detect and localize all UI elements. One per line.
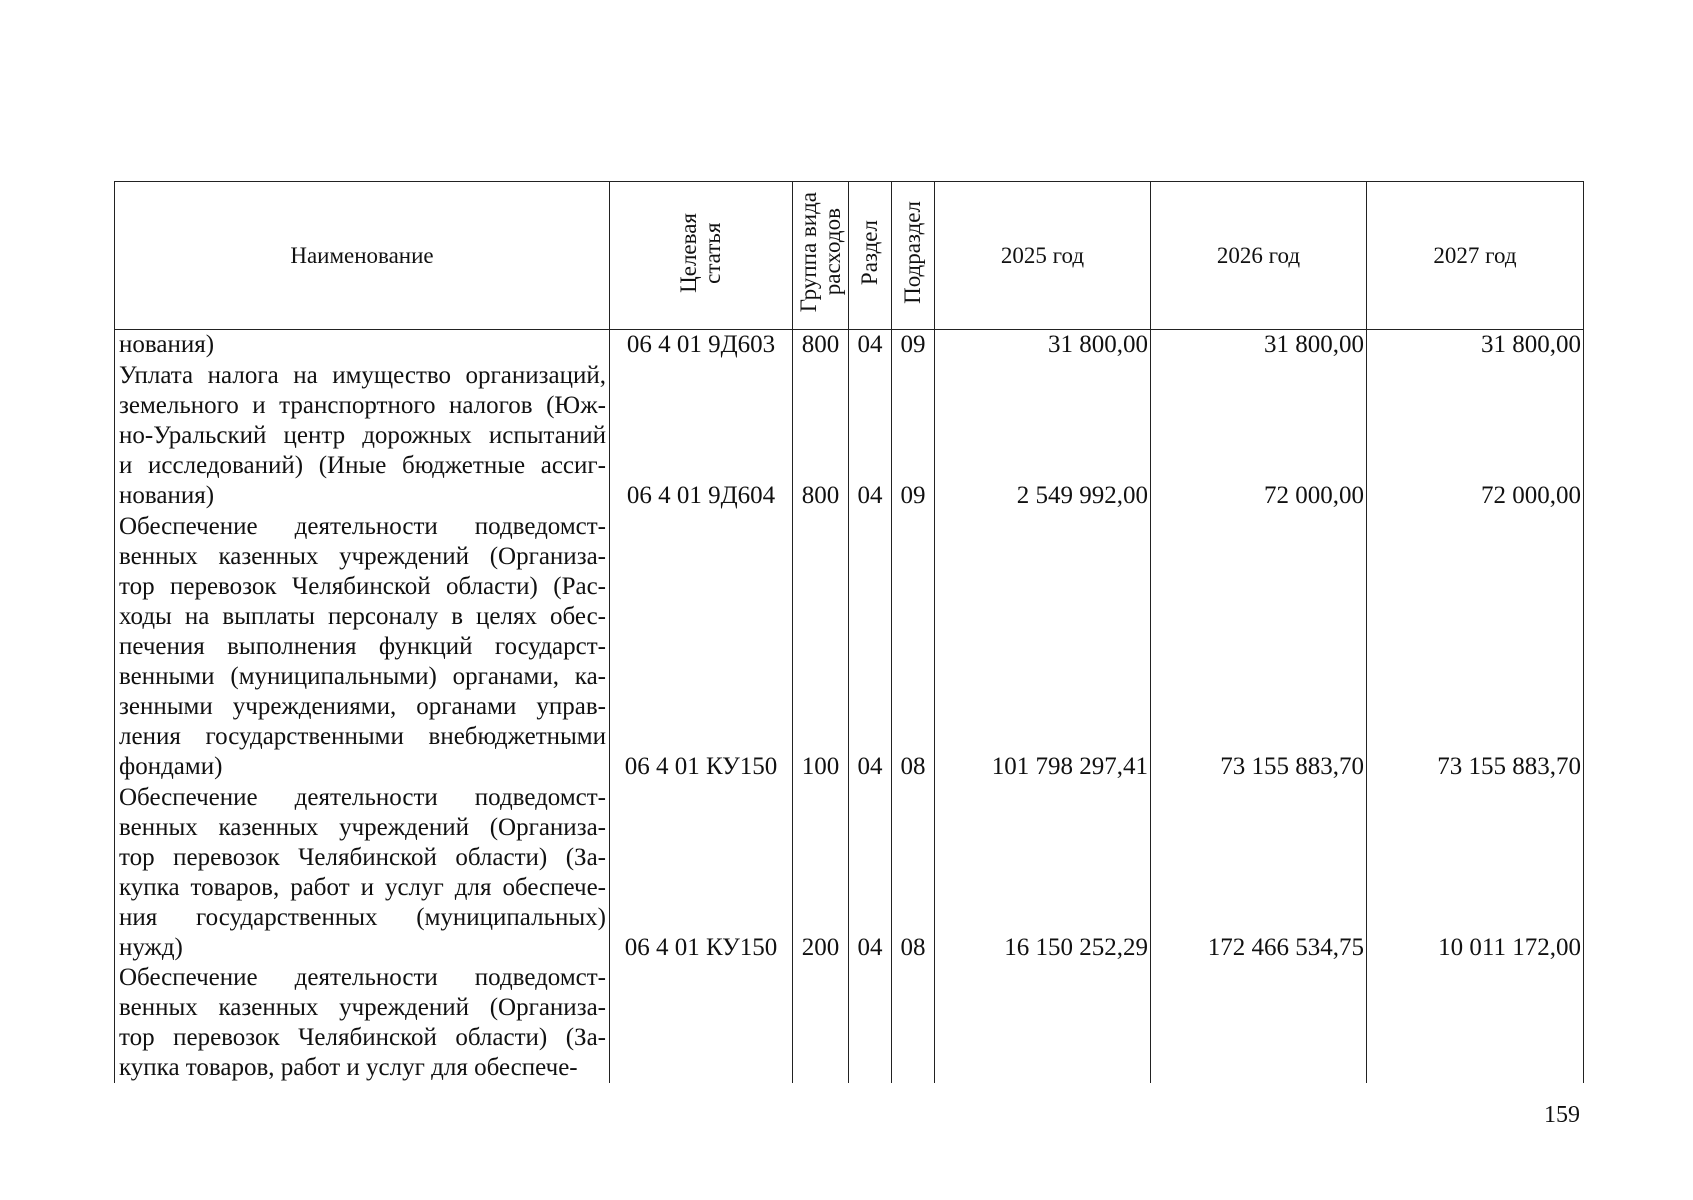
row-target-article-value: 06 4 01 9Д604	[626, 481, 776, 509]
row-name-line: венных казенных учреждений (Организа-	[119, 993, 606, 1021]
row-target-article	[610, 963, 793, 1084]
row-expense-group	[793, 511, 849, 782]
row-section-value: 04	[857, 933, 883, 961]
row-subsection	[892, 330, 935, 361]
row-expense-group-value: 100	[801, 752, 840, 780]
row-subsection-value: 08	[900, 752, 926, 780]
row-expense-group-value: 800	[801, 331, 840, 359]
header-subsection: Подраздел	[892, 182, 935, 330]
row-subsection-value: 09	[900, 481, 926, 509]
row-amount-2026	[1151, 963, 1367, 1084]
row-name-line: нужд)	[119, 933, 183, 961]
row-target-article	[610, 360, 793, 511]
row-name-line: ходы на выплаты персоналу в целях обес-	[119, 602, 606, 630]
row-amount-2027-value: 10 011 172,00	[1438, 933, 1581, 961]
row-target-article-value: 06 4 01 КУ150	[624, 752, 778, 780]
row-expense-group	[793, 330, 849, 361]
row-subsection	[892, 511, 935, 782]
header-target-article: Целевая статья	[610, 182, 793, 330]
row-expense-group	[793, 360, 849, 511]
row-subsection-value: 09	[900, 331, 926, 359]
row-section-value: 04	[857, 752, 883, 780]
table-body	[115, 330, 1584, 1084]
row-amount-2026	[1151, 330, 1367, 361]
row-amount-2025-value: 2 549 992,00	[1016, 481, 1148, 509]
row-section	[849, 360, 892, 511]
row-expense-group	[793, 963, 849, 1084]
row-amount-2025	[935, 330, 1151, 361]
row-name	[115, 330, 610, 361]
row-name	[115, 782, 610, 963]
header-row	[115, 182, 1584, 330]
row-name-line: Обеспечение деятельности подведомст-	[119, 512, 606, 540]
row-name-line: нования)	[119, 481, 215, 509]
row-amount-2027	[1367, 963, 1584, 1084]
row-name-line: земельного и транспортного налогов (Юж-	[119, 391, 606, 419]
table-row	[115, 511, 1584, 782]
row-section	[849, 330, 892, 361]
page-number: 159	[1544, 1102, 1580, 1128]
row-amount-2027-value: 72 000,00	[1481, 481, 1581, 509]
header-name: Наименование	[115, 182, 610, 330]
row-name-line: венными (муниципальными) органами, ка-	[119, 662, 606, 690]
row-section-value: 04	[857, 331, 883, 359]
row-amount-2026	[1151, 360, 1367, 511]
row-expense-group-value: 200	[801, 933, 840, 961]
row-expense-group	[793, 782, 849, 963]
row-name-line: Обеспечение деятельности подведомст-	[119, 963, 606, 991]
row-name-line: тор перевозок Челябинской области) (Рас-	[119, 572, 606, 600]
row-amount-2025-value: 16 150 252,29	[1004, 933, 1148, 961]
row-subsection	[892, 360, 935, 511]
row-name-line: купка товаров, работ и услуг для обеспече-	[119, 1053, 578, 1081]
row-target-article	[610, 782, 793, 963]
row-amount-2027-value: 31 800,00	[1481, 331, 1581, 359]
row-amount-2025	[935, 511, 1151, 782]
row-target-article	[610, 511, 793, 782]
row-name	[115, 511, 610, 782]
header-section: Раздел	[849, 182, 892, 330]
row-name-line: венных казенных учреждений (Организа-	[119, 542, 606, 570]
row-amount-2026-value: 73 155 883,70	[1220, 752, 1364, 780]
row-amount-2025	[935, 360, 1151, 511]
row-amount-2025-value: 101 798 297,41	[991, 752, 1148, 780]
row-amount-2025	[935, 782, 1151, 963]
row-name-line: печения выполнения функций государст-	[119, 632, 606, 660]
row-name-line: тор перевозок Челябинской области) (За-	[119, 1023, 606, 1051]
row-section-value: 04	[857, 481, 883, 509]
row-target-article-value: 06 4 01 КУ150	[624, 933, 778, 961]
row-name-line: нования)	[119, 331, 215, 359]
row-subsection-value: 08	[900, 933, 926, 961]
header-year-2027: 2027 год	[1367, 182, 1584, 330]
row-name-line: фондами)	[119, 752, 223, 780]
row-name-line: ления государственными внебюджетными	[119, 722, 606, 750]
row-name-line: тор перевозок Челябинской области) (За-	[119, 843, 606, 871]
row-name	[115, 360, 610, 511]
row-amount-2026-value: 72 000,00	[1264, 481, 1364, 509]
row-amount-2026-value: 31 800,00	[1264, 331, 1364, 359]
row-name-line: и исследований) (Иные бюджетные ассиг-	[119, 451, 606, 479]
row-target-article-value: 06 4 01 9Д603	[626, 331, 776, 359]
budget-table-container	[114, 181, 1583, 1083]
table-row	[115, 360, 1584, 511]
row-amount-2027	[1367, 511, 1584, 782]
row-name-line: Уплата налога на имущество организаций,	[119, 361, 606, 389]
table-row	[115, 782, 1584, 963]
row-subsection	[892, 963, 935, 1084]
row-target-article	[610, 330, 793, 361]
row-expense-group-value: 800	[801, 481, 840, 509]
row-amount-2027	[1367, 360, 1584, 511]
header-expense-group: Группа вида расходов	[793, 182, 849, 330]
table-row	[115, 330, 1584, 361]
header-year-2026: 2026 год	[1151, 182, 1367, 330]
row-amount-2027	[1367, 782, 1584, 963]
row-name-line: купка товаров, работ и услуг для обеспече-	[119, 873, 606, 901]
row-amount-2025	[935, 963, 1151, 1084]
row-amount-2027	[1367, 330, 1584, 361]
table-row	[115, 963, 1584, 1084]
row-amount-2025-value: 31 800,00	[1048, 331, 1148, 359]
row-section	[849, 511, 892, 782]
row-amount-2026	[1151, 511, 1367, 782]
header-year-2025: 2025 год	[935, 182, 1151, 330]
row-subsection	[892, 782, 935, 963]
row-amount-2027-value: 73 155 883,70	[1437, 752, 1581, 780]
row-section	[849, 782, 892, 963]
row-name-line: ния государственных (муниципальных)	[119, 903, 606, 931]
row-amount-2026	[1151, 782, 1367, 963]
row-section	[849, 963, 892, 1084]
row-amount-2026-value: 172 466 534,75	[1207, 933, 1364, 961]
row-name-line: венных казенных учреждений (Организа-	[119, 813, 606, 841]
row-name-line: Обеспечение деятельности подведомст-	[119, 783, 606, 811]
row-name	[115, 963, 610, 1084]
row-name-line: но-Уральский центр дорожных испытаний	[119, 421, 606, 449]
row-name-line: зенными учреждениями, органами управ-	[119, 692, 606, 720]
budget-table	[114, 181, 1584, 1083]
